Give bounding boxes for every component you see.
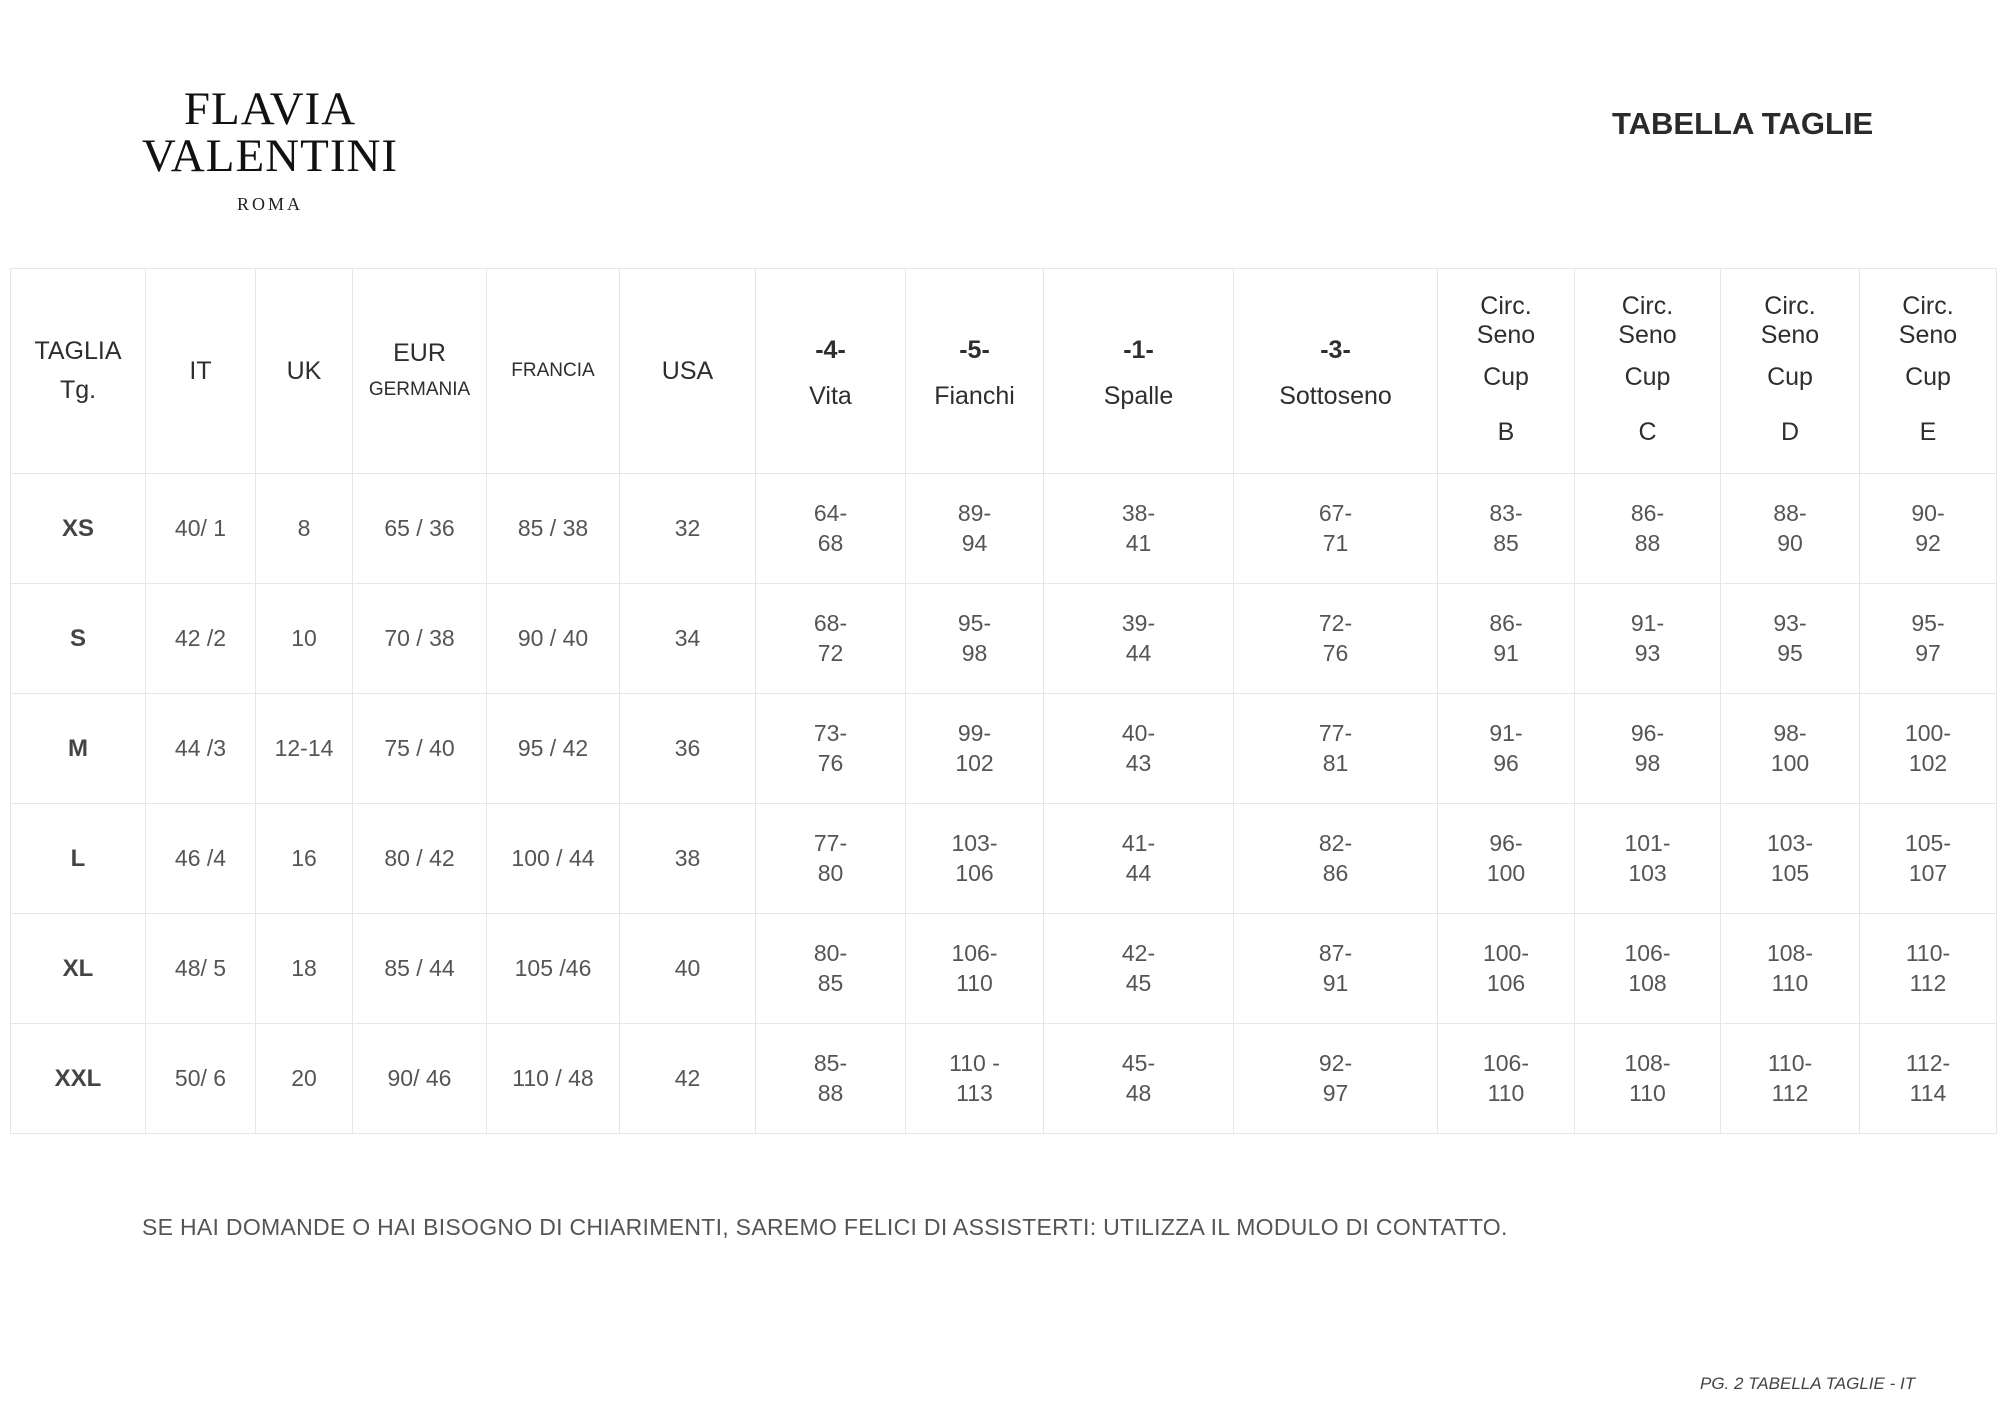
- cell-cup-c: 96- 98: [1575, 694, 1721, 804]
- cell-cup-b: 86- 91: [1438, 584, 1575, 694]
- size-label: M: [11, 694, 146, 804]
- cell-cup-c: 101- 103: [1575, 804, 1721, 914]
- size-label: XL: [11, 914, 146, 1024]
- page-reference: PG. 2 TABELLA TAGLIE - IT: [1700, 1374, 1916, 1393]
- cell-cup-d: 93- 95: [1721, 584, 1860, 694]
- cell-usa: 36: [620, 694, 756, 804]
- table-row: [11, 804, 1997, 914]
- cell-uk: 16: [256, 804, 353, 914]
- cell-cup-b: 106- 110: [1438, 1024, 1575, 1134]
- header-cup-d: Circ. Seno Cup D: [1721, 269, 1860, 474]
- cell-vita: 68- 72: [756, 584, 906, 694]
- size-label: XS: [11, 474, 146, 584]
- table-row: [11, 1024, 1997, 1134]
- table-row: [11, 914, 1997, 1024]
- header-taglia: TAGLIA Tg.: [11, 269, 146, 474]
- header-francia: FRANCIA: [487, 269, 620, 474]
- header-it: IT: [146, 269, 256, 474]
- cell-eur: 70 / 38: [353, 584, 487, 694]
- size-label: S: [11, 584, 146, 694]
- cell-cup-b: 83- 85: [1438, 474, 1575, 584]
- cell-fianchi: 106- 110: [906, 914, 1044, 1024]
- cell-usa: 34: [620, 584, 756, 694]
- page-title: TABELLA TAGLIE: [1612, 106, 1874, 141]
- table-header-row: [11, 269, 1997, 474]
- cell-cup-e: 100- 102: [1860, 694, 1997, 804]
- cell-cup-d: 103- 105: [1721, 804, 1860, 914]
- cell-usa: 32: [620, 474, 756, 584]
- cell-cup-d: 110- 112: [1721, 1024, 1860, 1134]
- size-label: L: [11, 804, 146, 914]
- cell-cup-d: 108- 110: [1721, 914, 1860, 1024]
- header-fianchi: -5- Fianchi: [906, 269, 1044, 474]
- table-row: [11, 584, 1997, 694]
- header-cup-b: Circ. Seno Cup B: [1438, 269, 1575, 474]
- cell-francia: 95 / 42: [487, 694, 620, 804]
- cell-it: 44 /3: [146, 694, 256, 804]
- table-row: [11, 694, 1997, 804]
- cell-vita: 64- 68: [756, 474, 906, 584]
- cell-cup-b: 91- 96: [1438, 694, 1575, 804]
- cell-uk: 20: [256, 1024, 353, 1134]
- contact-note: SE HAI DOMANDE O HAI BISOGNO DI CHIARIMENTI, SAREMO FELICI DI ASSISTERTI: UTILIZZA IL MODULO DI CONTATTO.: [142, 1214, 1508, 1240]
- cell-it: 48/ 5: [146, 914, 256, 1024]
- cell-cup-e: 112- 114: [1860, 1024, 1997, 1134]
- cell-uk: 12-14: [256, 694, 353, 804]
- cell-cup-e: 110- 112: [1860, 914, 1997, 1024]
- cell-eur: 85 / 44: [353, 914, 487, 1024]
- header-sottoseno: -3- Sottoseno: [1234, 269, 1438, 474]
- cell-francia: 90 / 40: [487, 584, 620, 694]
- cell-cup-c: 108- 110: [1575, 1024, 1721, 1134]
- cell-vita: 80- 85: [756, 914, 906, 1024]
- cell-cup-e: 105- 107: [1860, 804, 1997, 914]
- header-spalle: -1- Spalle: [1044, 269, 1234, 474]
- cell-fianchi: 95- 98: [906, 584, 1044, 694]
- size-label: XXL: [11, 1024, 146, 1134]
- cell-it: 42 /2: [146, 584, 256, 694]
- cell-francia: 85 / 38: [487, 474, 620, 584]
- cell-francia: 105 /46: [487, 914, 620, 1024]
- cell-eur: 80 / 42: [353, 804, 487, 914]
- cell-uk: 18: [256, 914, 353, 1024]
- brand-city: ROMA: [236, 194, 303, 214]
- cell-fianchi: 110 - 113: [906, 1024, 1044, 1134]
- cell-eur: 75 / 40: [353, 694, 487, 804]
- cell-eur: 65 / 36: [353, 474, 487, 584]
- cell-spalle: 39- 44: [1044, 584, 1234, 694]
- cell-vita: 77- 80: [756, 804, 906, 914]
- cell-it: 50/ 6: [146, 1024, 256, 1134]
- cell-spalle: 42- 45: [1044, 914, 1234, 1024]
- cell-fianchi: 99- 102: [906, 694, 1044, 804]
- header-eur: EUR GERMANIA: [353, 269, 487, 474]
- cell-cup-c: 91- 93: [1575, 584, 1721, 694]
- cell-it: 46 /4: [146, 804, 256, 914]
- cell-cup-e: 90- 92: [1860, 474, 1997, 584]
- cell-vita: 85- 88: [756, 1024, 906, 1134]
- header-cup-c: Circ. Seno Cup C: [1575, 269, 1721, 474]
- cell-fianchi: 89- 94: [906, 474, 1044, 584]
- cell-uk: 10: [256, 584, 353, 694]
- cell-sottoseno: 87- 91: [1234, 914, 1438, 1024]
- cell-sottoseno: 82- 86: [1234, 804, 1438, 914]
- cell-sottoseno: 77- 81: [1234, 694, 1438, 804]
- brand-name: FLAVIA VALENTINI: [141, 83, 399, 182]
- cell-cup-e: 95- 97: [1860, 584, 1997, 694]
- cell-sottoseno: 72- 76: [1234, 584, 1438, 694]
- header-cup-e: Circ. Seno Cup E: [1860, 269, 1997, 474]
- cell-cup-c: 86- 88: [1575, 474, 1721, 584]
- header-uk: UK: [256, 269, 353, 474]
- brand-logo: [80, 83, 460, 215]
- cell-usa: 40: [620, 914, 756, 1024]
- cell-francia: 110 / 48: [487, 1024, 620, 1134]
- cell-cup-c: 106- 108: [1575, 914, 1721, 1024]
- cell-spalle: 40- 43: [1044, 694, 1234, 804]
- cell-sottoseno: 92- 97: [1234, 1024, 1438, 1134]
- cell-spalle: 45- 48: [1044, 1024, 1234, 1134]
- cell-spalle: 41- 44: [1044, 804, 1234, 914]
- cell-cup-d: 88- 90: [1721, 474, 1860, 584]
- cell-eur: 90/ 46: [353, 1024, 487, 1134]
- cell-francia: 100 / 44: [487, 804, 620, 914]
- cell-fianchi: 103- 106: [906, 804, 1044, 914]
- cell-spalle: 38- 41: [1044, 474, 1234, 584]
- header-vita: -4- Vita: [756, 269, 906, 474]
- table-row: [11, 474, 1997, 584]
- cell-it: 40/ 1: [146, 474, 256, 584]
- cell-vita: 73- 76: [756, 694, 906, 804]
- cell-usa: 42: [620, 1024, 756, 1134]
- cell-cup-b: 96- 100: [1438, 804, 1575, 914]
- cell-sottoseno: 67- 71: [1234, 474, 1438, 584]
- cell-cup-d: 98- 100: [1721, 694, 1860, 804]
- cell-uk: 8: [256, 474, 353, 584]
- cell-cup-b: 100- 106: [1438, 914, 1575, 1024]
- size-chart-table: [10, 268, 1997, 1134]
- cell-usa: 38: [620, 804, 756, 914]
- header-usa: USA: [620, 269, 756, 474]
